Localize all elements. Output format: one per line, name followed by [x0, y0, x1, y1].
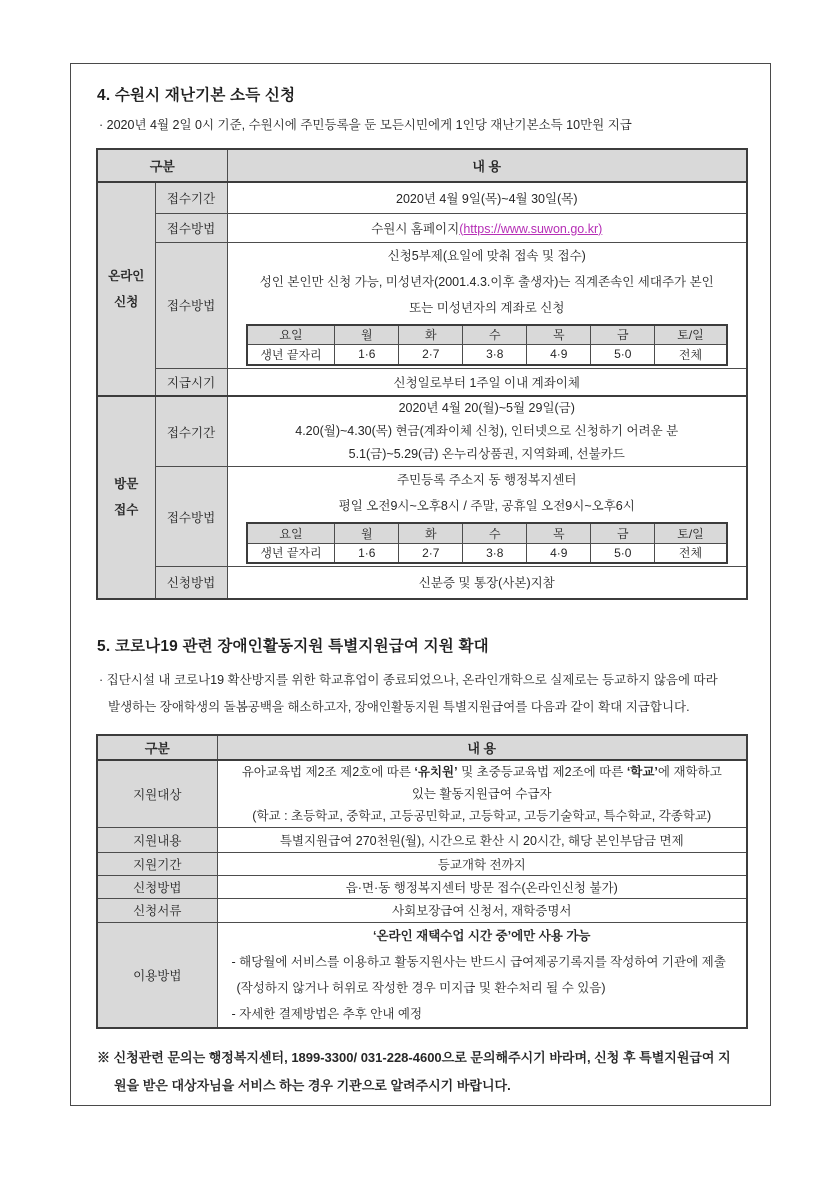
- wk-weekend-digits: 전체: [655, 345, 727, 365]
- t2-header-content: 내 용: [217, 735, 747, 760]
- suwon-homepage-link[interactable]: (https://www.suwon.go.kr): [459, 221, 603, 236]
- homepage-prefix: 수원시 홈페이지: [371, 221, 460, 236]
- weekday-schedule-table-online: [246, 324, 728, 366]
- visit-period-line2: 4.20(월)~4.30(목) 현금(계좌이체 신청), 인터넷으로 신청하기 어려운 분: [295, 424, 679, 438]
- payment-time-value: 신청일로부터 1주일 이내 계좌이체: [227, 368, 747, 396]
- target-line1: [220, 761, 745, 783]
- apply-docs-label: 신청서류: [97, 898, 217, 922]
- target-line3: (학교 : 초등학교, 중학교, 고등공민학교, 고등학교, 고등기술학교, 특수학교, 각종학교): [252, 808, 712, 823]
- wk2-h-tue: 화: [399, 523, 463, 543]
- page-frame: [70, 63, 771, 1106]
- online-method2-label: 접수방법: [155, 242, 227, 368]
- wk-h-mon: 월: [335, 325, 399, 345]
- wk-h-tue: 화: [399, 325, 463, 345]
- visit-apply-label: 신청방법: [155, 567, 227, 599]
- section5-bullet-line2: 발생하는 장애학생의 돌봄공백을 해소하고자, 장애인활동지원 특별지원급여를 다음과 같이 확대 지급합니다.: [108, 699, 690, 714]
- visit-label-line2: 접수: [114, 503, 139, 518]
- wk2-thu-digits: 4·9: [527, 543, 591, 563]
- online-method2-value: [227, 242, 747, 368]
- wk2-h-wed: 수: [463, 523, 527, 543]
- usage-line3: (작성하지 않거나 허위로 작성한 경우 미지급 및 환수처리 될 수 있음): [236, 980, 606, 995]
- online-method1-label: 접수방법: [155, 213, 227, 242]
- target-line2: 있는 활동지원급여 수급자: [411, 786, 552, 801]
- wk-h-day: 요일: [247, 325, 335, 345]
- section4-bullet: · 2020년 4월 2일 0시 기준, 수원시에 주민등록을 둔 모든시민에게 1인당 재난기본소득 10만원 지급: [99, 118, 632, 132]
- visit-period-line1: 2020년 4월 20(월)~5월 29일(금): [398, 401, 575, 415]
- wk-h-wed: 수: [463, 325, 527, 345]
- online-period-label: 접수기간: [155, 182, 227, 213]
- wk2-h-day: 요일: [247, 523, 335, 543]
- online-label-line2: 신청: [114, 295, 139, 309]
- disability-support-table: [96, 734, 748, 1029]
- support-content-label: 지원내용: [97, 827, 217, 852]
- visit-group-cell: [97, 396, 155, 599]
- wk2-birthyear-label: 생년 끝자리: [247, 543, 335, 563]
- online-period-value: 2020년 4월 9일(목)~4월 30일(목): [227, 182, 747, 213]
- visit-method-line2: 평일 오전9시~오후8시 / 주말, 공휴일 오전9시~오후6시: [338, 499, 635, 513]
- visit-method-label: 접수방법: [155, 467, 227, 567]
- usage-line1: ‘온라인 재택수업 시간 중’에만 사용 가능: [372, 928, 591, 943]
- wk2-tue-digits: 2·7: [399, 543, 463, 563]
- wk2-h-thu: 목: [527, 523, 591, 543]
- wk2-h-fri: 금: [591, 523, 655, 543]
- usage-method-label: 이용방법: [97, 922, 217, 1028]
- wk-h-thu: 목: [527, 325, 591, 345]
- payment-time-label: 지급시기: [155, 368, 227, 396]
- apply-docs-value: 사회보장급여 신청서, 재학증명서: [217, 898, 747, 922]
- method2-line2: 성인 본인만 신청 가능, 미성년자(2001.4.3.이후 출생자)는 직계존속인 세대주가 본인: [259, 274, 714, 289]
- wk-mon-digits: 1·6: [335, 345, 399, 365]
- wk-fri-digits: 5·0: [591, 345, 655, 365]
- usage-line4: - 자세한 결제방법은 추후 안내 예정: [231, 1006, 423, 1021]
- section5-bullet-line1: · 집단시설 내 코로나19 확산방지를 위한 학교휴업이 종료되었으나, 온라인개학으로 실제로는 등교하지 않음에 따라: [99, 672, 718, 687]
- visit-method-value: [227, 467, 747, 567]
- section5-title: 5. 코로나19 관련 장애인활동지원 특별지원급여 지원 확대: [97, 637, 489, 655]
- disaster-income-table: [96, 148, 748, 600]
- usage-method-value: [217, 922, 747, 1028]
- visit-label-line1: 방문: [114, 477, 139, 492]
- online-group-cell: [97, 182, 155, 396]
- visit-method-line1: 주민등록 주소지 동 행정복지센터: [397, 473, 577, 487]
- target-kindergarten-bold: ‘유치원’: [414, 764, 458, 779]
- support-target-label: 지원대상: [97, 760, 217, 828]
- t1-header-gubun: 구분: [97, 149, 227, 182]
- target-seg2: 및 초중등교육법 제2조에 따른: [457, 764, 627, 779]
- target-school-bold: ‘학교’: [626, 764, 658, 779]
- wk-h-fri: 금: [591, 325, 655, 345]
- apply-method-value: 읍·면·동 행정복지센터 방문 접수(온라인신청 불가): [217, 875, 747, 898]
- wk2-h-mon: 월: [335, 523, 399, 543]
- page-content: [71, 64, 770, 1100]
- support-period-value: 등교개학 전까지: [217, 852, 747, 875]
- wk2-mon-digits: 1·6: [335, 543, 399, 563]
- weekday-schedule-table-visit: [246, 522, 728, 564]
- wk-thu-digits: 4·9: [527, 345, 591, 365]
- wk-tue-digits: 2·7: [399, 345, 463, 365]
- wk-h-weekend: 토/일: [655, 325, 727, 345]
- t1-header-content: 내 용: [227, 149, 747, 182]
- contact-note-line1: ※ 신청관련 문의는 행정복지센터, 1899-3300/ 031-228-4600으로 문의해주시기 바라며, 신청 후 특별지원급여 지: [97, 1049, 731, 1065]
- support-content-value: 특별지원급여 270천원(월), 시간으로 환산 시 20시간, 해당 본인부담금 면제: [217, 827, 747, 852]
- method2-line1: 신청5부제(요일에 맞춰 접속 및 접수): [387, 248, 586, 263]
- visit-period-value: [227, 396, 747, 467]
- visit-period-label: 접수기간: [155, 396, 227, 467]
- support-period-label: 지원기간: [97, 852, 217, 875]
- wk2-wed-digits: 3·8: [463, 543, 527, 563]
- target-seg3: 에 재학하고: [657, 764, 722, 779]
- visit-period-line3: 5.1(금)~5.29(금) 온누리상품권, 지역화폐, 선불카드: [348, 447, 625, 461]
- method2-line3: 또는 미성년자의 계좌로 신청: [409, 300, 565, 315]
- wk2-h-weekend: 토/일: [655, 523, 727, 543]
- wk-wed-digits: 3·8: [463, 345, 527, 365]
- wk-birthyear-label: 생년 끝자리: [247, 345, 335, 365]
- contact-note: [97, 1044, 745, 1100]
- section5-bullet: [99, 667, 745, 721]
- usage-line2: - 해당월에 서비스를 이용하고 활동지원사는 반드시 급여제공기록지를 작성하여 기관에 제출: [231, 954, 726, 969]
- wk2-fri-digits: 5·0: [591, 543, 655, 563]
- visit-apply-value: 신분증 및 통장(사본)지참: [227, 567, 747, 599]
- wk2-weekend-digits: 전체: [655, 543, 727, 563]
- t2-header-gubun: 구분: [97, 735, 217, 760]
- apply-method-label: 신청방법: [97, 875, 217, 898]
- contact-note-line2: 원을 받은 대상자님을 서비스 하는 경우 기관으로 알려주시기 바랍니다.: [114, 1077, 511, 1093]
- target-seg1: 유아교육법 제2조 제2호에 따른: [241, 764, 415, 779]
- online-label-line1: 온라인: [108, 269, 145, 283]
- support-target-value: [217, 760, 747, 828]
- online-method1-value: [227, 213, 747, 242]
- section4-title: 4. 수원시 재난기본 소득 신청: [97, 87, 296, 104]
